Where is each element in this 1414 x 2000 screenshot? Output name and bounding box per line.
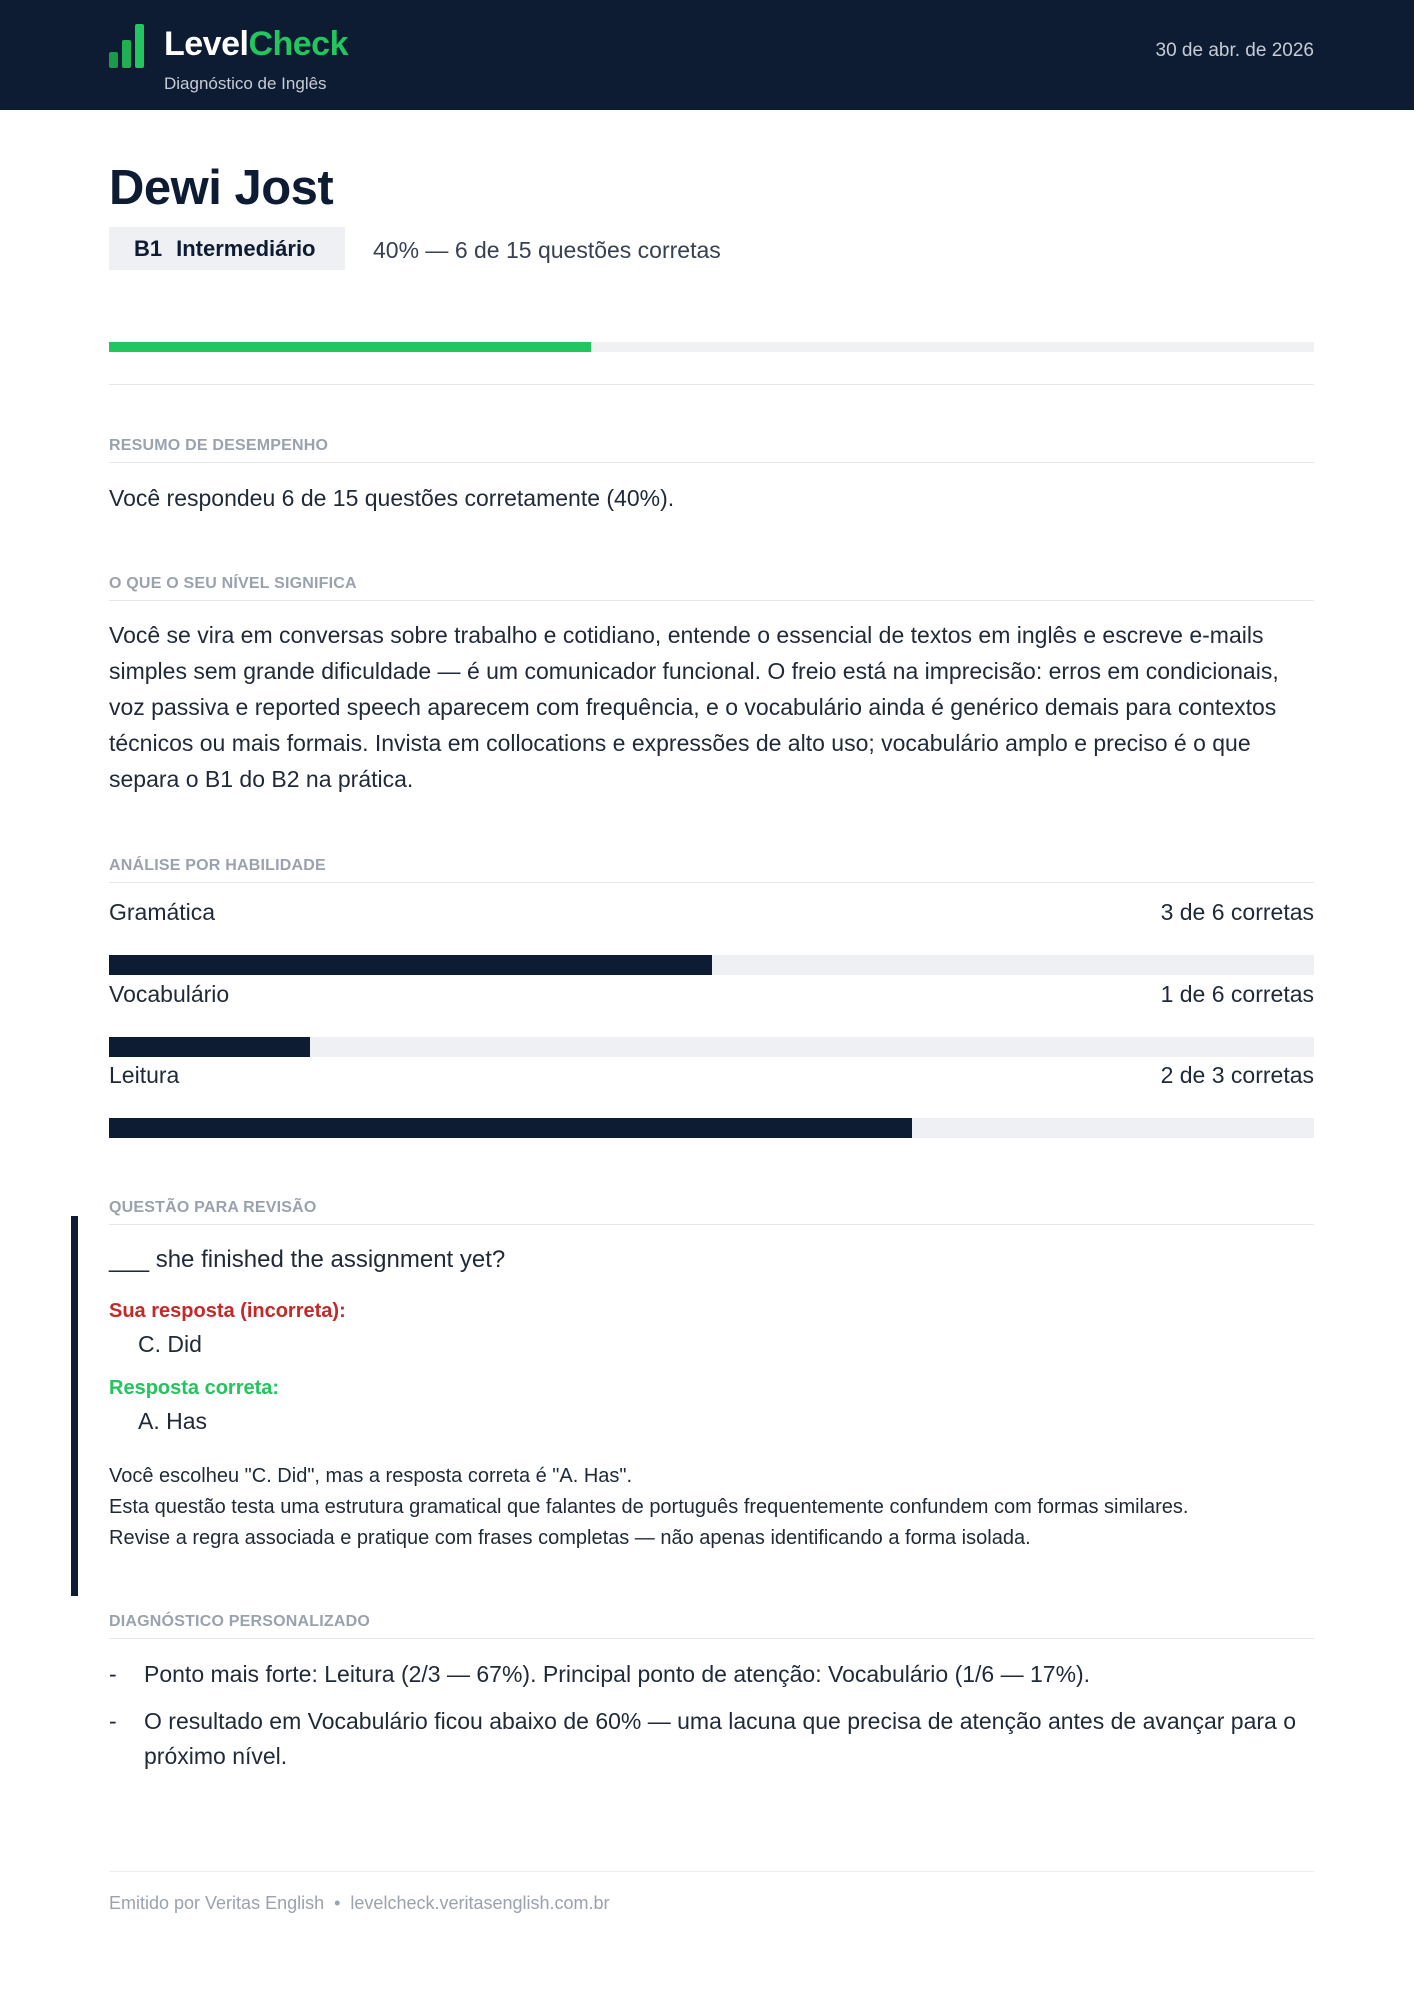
list-item [109, 1704, 1314, 1774]
skill-bar-fill [109, 1118, 912, 1138]
skill-bar-grammar [109, 955, 1314, 975]
skill-score: 1 de 6 corretas [1160, 981, 1314, 1007]
section-label-diagnosis: DIAGNÓSTICO PERSONALIZADO [109, 1613, 371, 1630]
skill-name: Leitura [109, 1062, 180, 1088]
explanation-line: Revise a regra associada e pratique com frases completas — não apenas identificando a forma isolada. [109, 1527, 1031, 1549]
bar-chart-icon [109, 24, 149, 68]
review-question: ___ she finished the assignment yet? [109, 1246, 506, 1273]
skill-bar-fill [109, 955, 712, 975]
diagnosis-list [109, 1657, 1314, 1786]
student-name: Dewi Jost [109, 161, 334, 215]
skill-name: Gramática [109, 899, 216, 925]
skill-score: 3 de 6 corretas [1160, 899, 1314, 925]
section-divider [109, 1638, 1314, 1639]
top-header-bar [0, 0, 1414, 110]
your-answer-label: Sua resposta (incorreta): [109, 1300, 346, 1322]
level-badge [109, 227, 345, 270]
skill-bar-fill [109, 1037, 310, 1057]
report-date: 30 de abr. de 2026 [1155, 40, 1314, 61]
level-name: Intermediário [176, 235, 316, 261]
footer [109, 1893, 610, 1914]
skill-row-reading [109, 1062, 1314, 1090]
bullet-dash: - [109, 1661, 117, 1687]
skill-row-grammar [109, 899, 1314, 927]
summary-text: Você respondeu 6 de 15 questões corretamente (40%). [109, 485, 675, 511]
skill-name: Vocabulário [109, 981, 230, 1007]
section-divider [109, 1224, 1314, 1225]
footer-separator: • [334, 1893, 341, 1913]
brand-check-text: Check [248, 25, 349, 63]
list-item-text: O resultado em Vocabulário ficou abaixo de 60% — uma lacuna que precisa de atenção antes de avançar para o próximo nível. [144, 1708, 1297, 1769]
review-accent-bar [71, 1216, 78, 1596]
brand-logo-text [164, 24, 348, 64]
review-explanation [109, 1461, 1314, 1554]
skill-score: 2 de 3 corretas [1160, 1062, 1314, 1088]
divider [109, 384, 1314, 385]
section-divider [109, 600, 1314, 601]
your-answer-value: C. Did [138, 1331, 202, 1357]
skill-bar-reading [109, 1118, 1314, 1138]
footer-divider [109, 1871, 1314, 1872]
skill-bar-vocabulary [109, 1037, 1314, 1057]
footer-issuer: Emitido por Veritas English [109, 1893, 325, 1913]
correct-answer-value: A. Has [138, 1408, 208, 1434]
bullet-dash: - [109, 1708, 117, 1734]
section-label-summary: RESUMO DE DESEMPENHO [109, 437, 329, 454]
level-code: B1 [134, 235, 163, 261]
correct-answer-label: Resposta correta: [109, 1377, 280, 1399]
explanation-line: Você escolheu "C. Did", mas a resposta correta é "A. Has". [109, 1465, 633, 1487]
brand-subtitle: Diagnóstico de Inglês [164, 74, 327, 93]
section-label-skills: ANÁLISE POR HABILIDADE [109, 857, 326, 874]
overall-progress-bar [109, 342, 1314, 352]
footer-url: levelcheck.veritasenglish.com.br [350, 1893, 610, 1913]
level-meaning-text: Você se vira em conversas sobre trabalho e cotidiano, entende o essencial de textos em inglês e escreve e-mails simples sem grande dificuldade — é um comunicador funcional. O freio está na imprecisão: erros em condicionais, voz passiva e reported speech aparecem com frequência, e o vocabulário ainda é genérico demais para contextos técnicos ou mais formais. Invista em collocations e expressões de alto uso; vocabulário amplo e preciso é o que separa o B1 do B2 na prática. [109, 622, 1279, 792]
list-item-text: Ponto mais forte: Leitura (2/3 — 67%). Principal ponto de atenção: Vocabulário (1/6 — 17%). [144, 1661, 1091, 1687]
brand-level-text: Level [164, 25, 249, 63]
section-label-meaning: O QUE O SEU NÍVEL SIGNIFICA [109, 575, 357, 592]
list-item [109, 1657, 1314, 1692]
section-divider [109, 462, 1314, 463]
score-summary: 40% — 6 de 15 questões corretas [373, 237, 721, 263]
section-label-review: QUESTÃO PARA REVISÃO [109, 1199, 317, 1216]
skill-row-vocabulary [109, 981, 1314, 1009]
explanation-line: Esta questão testa uma estrutura gramatical que falantes de português frequentemente confundem com formas similares. [109, 1496, 1189, 1518]
section-divider [109, 882, 1314, 883]
overall-progress-fill [109, 342, 591, 352]
